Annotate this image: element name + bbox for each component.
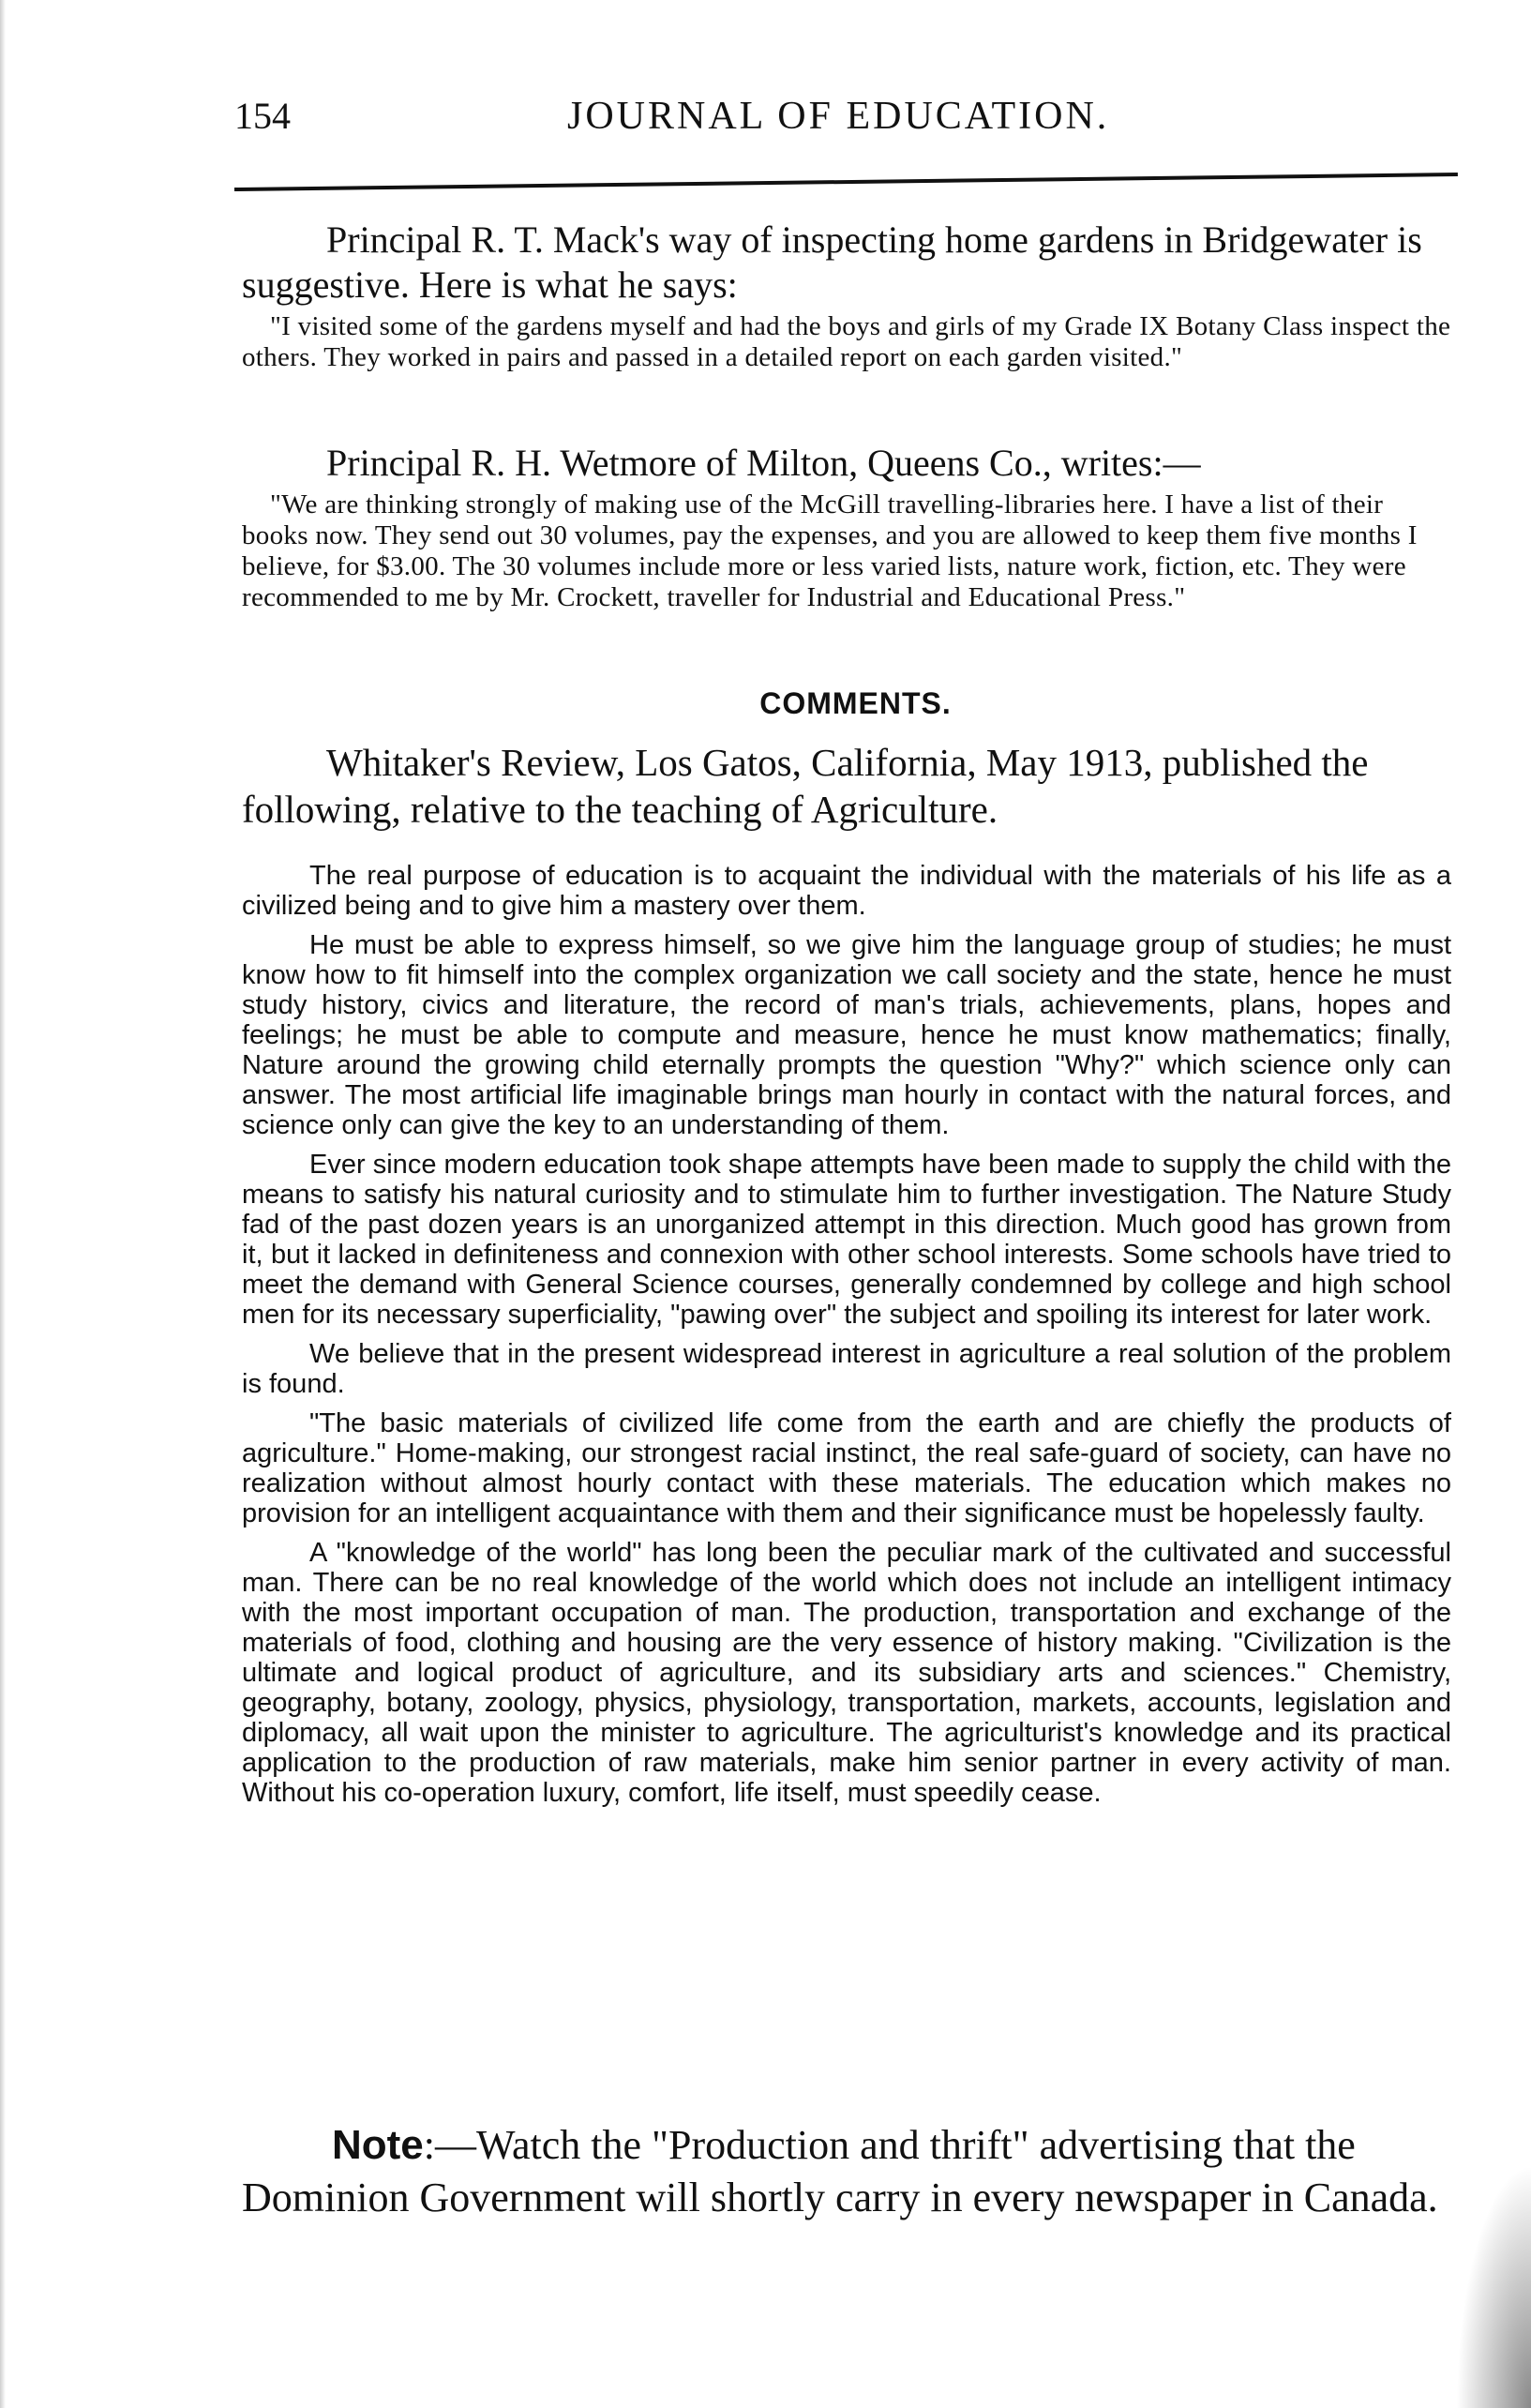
corner-smudge bbox=[1456, 2164, 1531, 2408]
running-head bbox=[234, 94, 1463, 159]
comments-intro: Whitaker's Review, Los Gatos, California, May 1913, published the following, relative to the teaching of Agriculture. bbox=[242, 741, 1369, 831]
comments-paragraph: The real purpose of education is to acquaint the individual with the materials of his life as a civilized being and to give him a mastery over them. bbox=[242, 861, 1451, 921]
mack-lead: Principal R. T. Mack's way of inspecting home gardens in Bridgewater is suggestive. Here is what he says: bbox=[242, 218, 1422, 306]
mack-section bbox=[242, 218, 1451, 373]
comments-heading: COMMENTS. bbox=[759, 686, 952, 720]
note-text: :—Watch the "Production and thrift" advertising that the Dominion Government will shortly carry in every newspaper in Canada. bbox=[242, 2122, 1438, 2220]
mack-quote: "I visited some of the gardens myself and had the boys and girls of my Grade IX Botany Class inspect the others. They worked in pairs and passed in a detailed report on each garden visited." bbox=[242, 311, 1451, 372]
page-number: 154 bbox=[234, 95, 291, 137]
comments-body bbox=[242, 861, 1451, 1817]
wetmore-section bbox=[242, 441, 1451, 613]
page-edge-shadow bbox=[0, 0, 6, 2408]
comments-paragraph: Ever since modern education took shape attempts have been made to supply the child with the means to satisfy his natural curiosity and to stimulate him to further investigation. The Nature Study fad of the past dozen years is an unorganized attempt in this direction. Much good has grown from it, but it lacked in definiteness and connexion with other school interests. Some schools have tried to meet the demand with General Science courses, generally condemned by college and high school men for its necessary superficiality, "pawing over" the subject and spoiling its interest for later work. bbox=[242, 1150, 1451, 1330]
note-paragraph bbox=[242, 2119, 1451, 2224]
comments-paragraph: We believe that in the present widespread interest in agriculture a real solution of the problem is found. bbox=[242, 1339, 1451, 1399]
header-rule bbox=[234, 173, 1458, 191]
comments-paragraph: He must be able to express himself, so we give him the language group of studies; he must know how to fit himself into the complex organization we call society and the state, hence he must study history, civics and literature, the record of man's trials, achievements, plans, hopes and feelings; he must be able to compute and measure, hence he must know mathematics; finally, Nature around the growing child eternally prompts the question "Why?" which science only can answer. The most artificial life imaginable brings man hourly in contact with the natural forces, and science only can give the key to an understanding of them. bbox=[242, 930, 1451, 1140]
comments-intro-block bbox=[242, 739, 1451, 833]
wetmore-lead: Principal R. H. Wetmore of Milton, Queens Co., writes:— bbox=[326, 442, 1201, 484]
comments-paragraph: "The basic materials of civilized life come from the earth and are chiefly the products of agriculture." Home-making, our strongest racial instinct, the real safe-guard of society, can have no realization without almost hourly contact with these materials. The education which makes no provision for an intelligent acquaintance with them and their significance must be hopelessly faulty. bbox=[242, 1408, 1451, 1528]
note-block bbox=[242, 2119, 1451, 2224]
journal-title: JOURNAL OF EDUCATION. bbox=[567, 95, 1110, 138]
wetmore-quote: "We are thinking strongly of making use of the McGill travelling-libraries here. I have a list of their books now. They send out 30 volumes, pay the expenses, and you are allowed to keep them five months I believe, for $3.00. The 30 volumes include more or less varied lists, nature work, fiction, etc. They were recommended to me by Mr. Crockett, traveller for Industrial and Educational Press." bbox=[242, 489, 1418, 612]
comments-paragraph: A "knowledge of the world" has long been the peculiar mark of the cultivated and successful man. There can be no real knowledge of the world which does not include an intelligent intimacy with the most important occupation of man. The production, transportation and exchange of the materials of food, clothing and housing are the very essence of history making. "Civilization is the ultimate and logical product of agriculture, and its subsidiary arts and sciences." Chemistry, geography, botany, zoology, physics, physiology, transportation, markets, accounts, legislation and diplomacy, all wait upon the minister to agriculture. The agriculturist's knowledge and its practical application to the production of raw materials, make him senior partner in every activity of man. Without his co-operation luxury, comfort, life itself, must speedily cease. bbox=[242, 1538, 1451, 1808]
note-label: Note bbox=[332, 2122, 424, 2168]
